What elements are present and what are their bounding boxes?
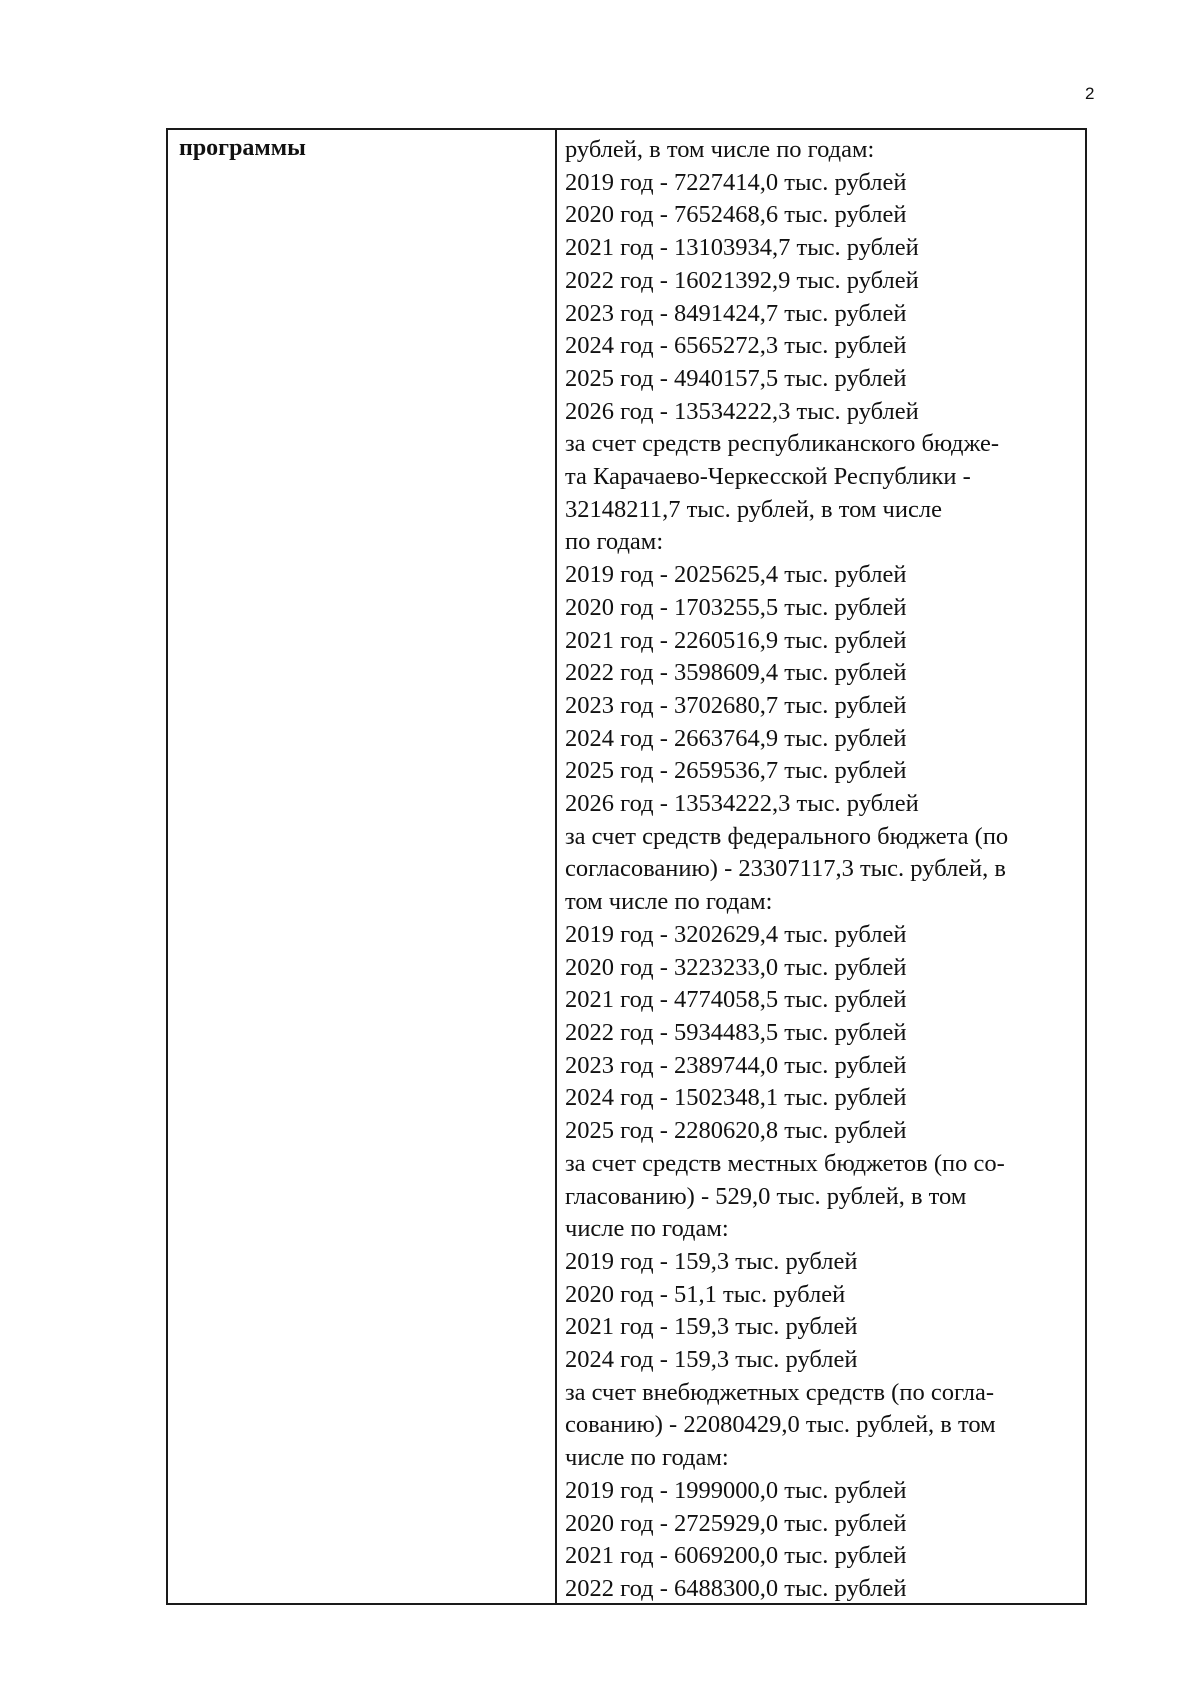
label-column bbox=[168, 130, 557, 1603]
funding-text-line: 2020 год - 7652468,6 тыс. рублей bbox=[565, 201, 907, 229]
funding-text-line: 2021 год - 6069200,0 тыс. рублей bbox=[565, 1542, 907, 1570]
funding-text-line: 2020 год - 51,1 тыс. рублей bbox=[565, 1280, 846, 1308]
funding-text-line: 2019 год - 159,3 тыс. рублей bbox=[565, 1247, 858, 1275]
funding-text-line: 2021 год - 159,3 тыс. рублей bbox=[565, 1313, 858, 1341]
funding-text-line: за счет средств местных бюджетов (по со- bbox=[565, 1149, 1005, 1177]
funding-text-line: 2021 год - 4774058,5 тыс. рублей bbox=[565, 986, 907, 1014]
page-number: 2 bbox=[1085, 84, 1095, 103]
funding-text-line: 2023 год - 8491424,7 тыс. рублей bbox=[565, 299, 907, 327]
funding-text-line: согласованию) - 23307117,3 тыс. рублей, в bbox=[565, 855, 1006, 883]
funding-text-line: 2022 год - 5934483,5 тыс. рублей bbox=[565, 1018, 907, 1046]
funding-text-line: сованию) - 22080429,0 тыс. рублей, в том bbox=[565, 1411, 996, 1439]
funding-text-line: 2026 год - 13534222,3 тыс. рублей bbox=[565, 397, 919, 425]
funding-text-line: за счет внебюджетных средств (по согла- bbox=[565, 1378, 995, 1406]
funding-text-line: та Карачаево-Черкесской Республики - bbox=[565, 463, 971, 491]
funding-text-line: 2020 год - 1703255,5 тыс. рублей bbox=[565, 593, 907, 621]
funding-text-line: числе по годам: bbox=[565, 1215, 729, 1243]
funding-text-line: 2022 год - 3598609,4 тыс. рублей bbox=[565, 659, 907, 687]
funding-text-line: 2020 год - 2725929,0 тыс. рублей bbox=[565, 1509, 907, 1537]
funding-text-line: 2021 год - 13103934,7 тыс. рублей bbox=[565, 234, 919, 262]
row-label: программы bbox=[179, 135, 306, 161]
funding-text-line: 2020 год - 3223233,0 тыс. рублей bbox=[565, 953, 907, 981]
funding-text-line: 2025 год - 4940157,5 тыс. рублей bbox=[565, 364, 907, 392]
funding-text-line: 2021 год - 2260516,9 тыс. рублей bbox=[565, 626, 907, 654]
funding-text-line: 2019 год - 7227414,0 тыс. рублей bbox=[565, 168, 907, 196]
funding-text-line: по годам: bbox=[565, 528, 664, 556]
funding-text-line: 2024 год - 159,3 тыс. рублей bbox=[565, 1346, 858, 1374]
funding-text-line: 2025 год - 2659536,7 тыс. рублей bbox=[565, 757, 907, 785]
funding-text-line: за счет средств республиканского бюдже- bbox=[565, 430, 1000, 458]
funding-text-line: 2019 год - 3202629,4 тыс. рублей bbox=[565, 920, 907, 948]
funding-text-line: 2023 год - 3702680,7 тыс. рублей bbox=[565, 691, 907, 719]
funding-text-line: 2019 год - 1999000,0 тыс. рублей bbox=[565, 1476, 907, 1504]
funding-text-line: 2024 год - 6565272,3 тыс. рублей bbox=[565, 332, 907, 360]
funding-text-line: 2025 год - 2280620,8 тыс. рублей bbox=[565, 1117, 907, 1145]
funding-text-line: за счет средств федерального бюджета (по bbox=[565, 822, 1009, 850]
funding-text-line: рублей, в том числе по годам: bbox=[565, 136, 875, 163]
funding-text-line: 2024 год - 2663764,9 тыс. рублей bbox=[565, 724, 907, 752]
funding-table bbox=[166, 128, 1087, 1605]
funding-text-line: 2019 год - 2025625,4 тыс. рублей bbox=[565, 561, 907, 589]
funding-text-line: 2022 год - 16021392,9 тыс. рублей bbox=[565, 266, 919, 294]
funding-text-line: 2026 год - 13534222,3 тыс. рублей bbox=[565, 790, 919, 818]
funding-text-line: гласованию) - 529,0 тыс. рублей, в том bbox=[565, 1182, 967, 1210]
funding-text-line: 2023 год - 2389744,0 тыс. рублей bbox=[565, 1051, 907, 1079]
value-column bbox=[557, 130, 1085, 1603]
funding-text-line: 32148211,7 тыс. рублей, в том числе bbox=[565, 495, 942, 523]
funding-text-line: 2022 год - 6488300,0 тыс. рублей bbox=[565, 1574, 907, 1602]
funding-text-line: том числе по годам: bbox=[565, 888, 773, 916]
funding-text-line: 2024 год - 1502348,1 тыс. рублей bbox=[565, 1084, 907, 1112]
funding-text-line: числе по годам: bbox=[565, 1444, 729, 1472]
